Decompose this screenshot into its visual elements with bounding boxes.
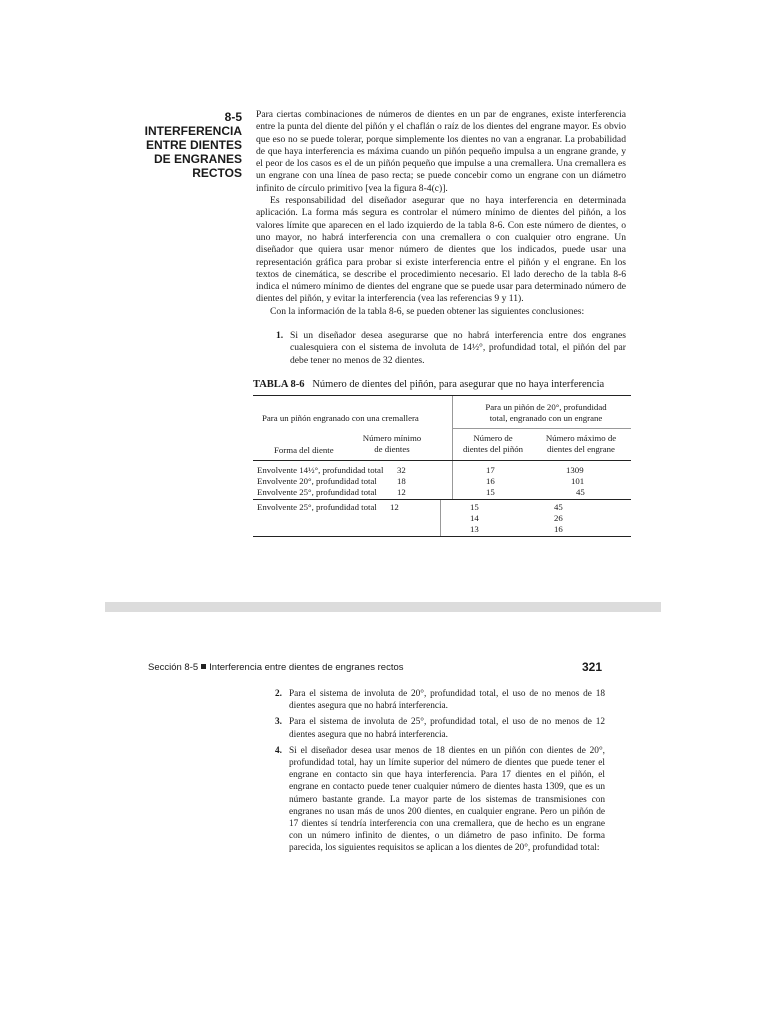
table-cell-min: 18 bbox=[397, 476, 406, 486]
table-cell-min: 12 bbox=[397, 487, 406, 497]
list-item bbox=[275, 688, 605, 712]
list-number: 4. bbox=[275, 745, 282, 756]
paragraph: Para ciertas combinaciones de números de dientes en un par de engranes, existe interferencia entre la punta del diente del piñón y el chaflán o raíz de los dientes del engrane mayor. Es obvio que eso no se puede tolerar, porque simplemente los dientes no van a engranar. La probabilidad de que haya interferencia es máxima cuando un piñón pequeño impulsa a un engrane grande, y el peor de los casos es el de un piñón pequeño que impulse a una cremallera. Una cremallera es un engrane con una línea de paso recta; se puede concebir como un engrane con un diámetro infinito de círculo primitivo [vea la figura 8-4(c)]. bbox=[256, 109, 626, 194]
table-cell-pinon: 15 bbox=[486, 487, 495, 497]
table-col-header-line: Número de bbox=[473, 433, 513, 443]
list-item-text: Si el diseñador desea usar menos de 18 dientes en un piñón con dientes de 20°, profundidad total, hay un límite superior del número de dientes que puede tener el engrane en contacto sin que haya interferencia. Para 17 dientes en el piñón, el engrane en contacto puede tener cualquier número de dientes hasta 1309, que es un número bastante grande. La mayor parte de los sistemas de transmisiones con engranes no usan más de unos 200 dientes, en cualquier engrane. Pero un piñón de 17 dientes sí tendría interferencia con una cremallera, que de hecho es un engrane con un número infinito de dientes, o un diámetro de paso infinito. De forma parecida, los siguientes requisitos se aplican a los dientes de 20°, profundidad total: bbox=[289, 745, 605, 854]
table-caption-text: Número de dientes del piñón, para asegurar que no haya interferencia bbox=[312, 379, 605, 390]
section-title-line: DE ENGRANES bbox=[153, 152, 242, 166]
running-header-title: Interferencia entre dientes de engranes rectos bbox=[209, 662, 404, 673]
table-cell-engrane: 26 bbox=[554, 513, 563, 523]
table-col-header-line: de dientes bbox=[374, 444, 410, 454]
table-cell-pinon: 13 bbox=[470, 524, 479, 534]
table-col-header-engrane bbox=[533, 433, 629, 455]
conclusion-list-continued bbox=[275, 688, 605, 859]
table-cell-pinon: 16 bbox=[486, 476, 495, 486]
page-separator bbox=[105, 602, 661, 612]
section-title bbox=[140, 124, 242, 180]
list-item-text: Para el sistema de involuta de 20°, profundidad total, el uso de no menos de 18 dientes asegura que no habrá interferencia. bbox=[289, 689, 605, 712]
table-col-header-line: dientes del piñón bbox=[462, 444, 524, 454]
table-group-header-left: Para un piñón engranado con una cremallera bbox=[262, 413, 419, 423]
table-group-rule bbox=[453, 428, 631, 429]
list-number: 3. bbox=[275, 717, 282, 728]
table-group-header-right-line: total, engranado con un engrane bbox=[489, 413, 603, 423]
list-item bbox=[275, 716, 605, 740]
table-header-rule bbox=[253, 460, 631, 461]
table-column-divider bbox=[452, 396, 453, 500]
table-cell-engrane: 45 bbox=[576, 487, 585, 497]
square-bullet-icon bbox=[201, 664, 206, 669]
section-title-line: ENTRE DIENTES bbox=[145, 138, 242, 152]
table-end-rule bbox=[253, 536, 631, 537]
table-cell-forma: Envolvente 25°, profundidad total bbox=[257, 487, 377, 497]
table-caption bbox=[253, 379, 633, 390]
table-cell-engrane: 45 bbox=[554, 502, 563, 512]
section-number: 8-5 bbox=[224, 110, 242, 124]
table-col-header-pinon bbox=[455, 433, 531, 455]
table-top-rule bbox=[253, 395, 631, 396]
list-number: 1. bbox=[276, 330, 284, 341]
list-item-text: Si un diseñador desea asegurarse que no habrá interferencia entre dos engranes cualesquiera con el sistema de involuta de 14½°, profundidad total, el piñón del par debe tener no menos de 32 dientes. bbox=[290, 330, 626, 366]
table-cell-pinon: 17 bbox=[486, 465, 495, 475]
table-column-divider bbox=[440, 500, 441, 536]
section-title-line: RECTOS bbox=[192, 166, 242, 180]
list-number: 2. bbox=[275, 689, 282, 699]
table-label: TABLA 8-6 bbox=[253, 379, 305, 390]
table-cell-engrane: 1309 bbox=[566, 465, 584, 475]
table-col-header-line: Número máximo de bbox=[545, 433, 617, 443]
list-item bbox=[275, 745, 605, 855]
conclusion-list bbox=[276, 330, 626, 367]
table-cell-engrane: 16 bbox=[554, 524, 563, 534]
table-cell-engrane: 101 bbox=[571, 476, 585, 486]
list-item-text: Para el sistema de involuta de 25°, profundidad total, el uso de no menos de 12 dientes asegura que no habrá interferencia. bbox=[289, 717, 605, 740]
table-col-header-line: Número mínimo bbox=[362, 433, 422, 443]
table-cell-forma: Envolvente 14½°, profundidad total bbox=[257, 465, 384, 475]
table-group-header-right bbox=[462, 402, 630, 424]
table-col-header-line: dientes del engrane bbox=[547, 444, 615, 454]
paragraph: Es responsabilidad del diseñador asegurar que no haya interferencia en determinada aplicación. La forma más segura es controlar el número mínimo de dientes del piñón, a los valores límite que aparecen en el lado izquierdo de la tabla 8-6. Con este número de dientes, o uno mayor, no habrá interferencia con una cremallera o con cualquier otro engrane. Un diseñador que quiera usar menor número de dientes que los indicados, puede usar una representación gráfica para probar si existe interferencia entre el piñón y el engrane. En los textos de cinemática, se describe el procedimiento necesario. El lado derecho de la tabla 8-6 indica el número mínimo de dientes del engrane que se puede usar para determinado número de dientes del piñón, y evitar la interferencia (vea las referencias 9 y 11). bbox=[256, 195, 626, 305]
table-cell-forma: Envolvente 20°, profundidad total bbox=[257, 476, 377, 486]
table-col-header-forma: Forma del diente bbox=[274, 445, 334, 455]
table-bottom-rule bbox=[253, 499, 631, 500]
body-text bbox=[256, 109, 626, 318]
table-col-header-minimo bbox=[352, 433, 432, 455]
running-header bbox=[148, 662, 404, 673]
table-cell-pinon: 14 bbox=[470, 513, 479, 523]
table-cell-forma: Envolvente 25°, profundidad total bbox=[257, 502, 377, 512]
running-header-section: Sección 8-5 bbox=[148, 662, 199, 673]
table-cell-min: 12 bbox=[390, 502, 399, 512]
table-cell-pinon: 15 bbox=[470, 502, 479, 512]
page-number: 321 bbox=[581, 660, 602, 674]
table-group-header-right-line: Para un piñón de 20°, profundidad bbox=[485, 402, 607, 412]
section-title-line: INTERFERENCIA bbox=[144, 124, 242, 138]
table-cell-min: 32 bbox=[397, 465, 406, 475]
paragraph: Con la información de la tabla 8-6, se pueden obtener las siguientes conclusiones: bbox=[270, 305, 585, 317]
